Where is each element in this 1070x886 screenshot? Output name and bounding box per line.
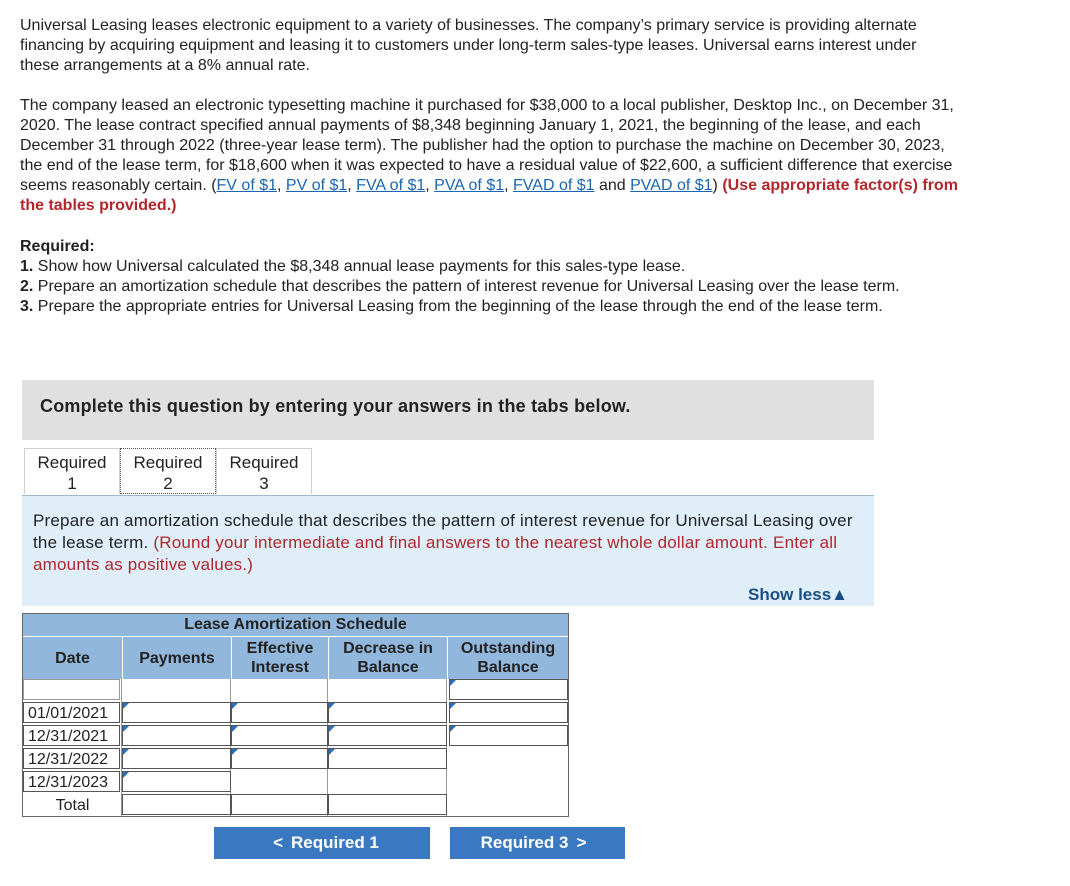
- chevron-right-icon: >: [576, 833, 587, 852]
- separator: ,: [504, 177, 514, 194]
- decrease-in-balance-total-input[interactable]: [328, 794, 447, 815]
- triangle-up-icon: ▲: [831, 585, 848, 604]
- problem-paragraph-2-text: The company leased an electronic typesetting machine it purchased for $38,000 to a local publisher, Desktop Inc., on December 31, 2020. The lease contract specified annual payments of $8,348 beginning January 1, 2021, the beginning of the lease, and each December 31 through 2022 (three-year lease term). The publisher had the option to purchase the machine on December 30, 2023, the end of the lease term, for $18,600 when it was expected to have a residual value of $22,600, a sufficient difference that exercise seems reasonably certain. (: [20, 97, 954, 194]
- column-header-label: Balance: [357, 659, 419, 676]
- column-header-label: Balance: [477, 659, 539, 676]
- table-row-beginning: [23, 679, 568, 702]
- required-heading: Required:: [20, 238, 95, 255]
- required-item-2: [20, 277, 960, 297]
- effective-interest-input-2[interactable]: [231, 725, 328, 746]
- banner-text: Complete this question by entering your answers in the tabs below.: [40, 396, 631, 416]
- required-item-text: Prepare an amortization schedule that describes the pattern of interest revenue for Universal Leasing over the lease term.: [33, 278, 900, 295]
- required-item-text: Show how Universal calculated the $8,348 annual lease payments for this sales-type lease.: [33, 258, 686, 275]
- tab-required-3[interactable]: [216, 448, 312, 494]
- payments-input-1[interactable]: [122, 702, 231, 723]
- required-item-number: 2.: [20, 278, 34, 295]
- amortization-table: [22, 613, 569, 817]
- table-row: [23, 748, 568, 771]
- tab-number: 2: [163, 474, 173, 493]
- date-cell-blank: [23, 679, 120, 700]
- tab-required-2[interactable]: [120, 448, 216, 494]
- column-header-decrease-in-balance: [328, 636, 447, 679]
- next-required-3-button[interactable]: [450, 827, 625, 859]
- column-header-label: Decrease in: [343, 640, 433, 657]
- column-header-label: Outstanding: [460, 640, 556, 657]
- column-header-payments: [122, 636, 231, 679]
- problem-paragraph-2: [20, 96, 960, 216]
- separator: ): [712, 177, 723, 194]
- date-cell: 01/01/2021: [23, 702, 120, 723]
- table-title: Lease Amortization Schedule: [184, 616, 407, 633]
- column-header-outstanding-balance: [447, 636, 568, 679]
- fv-of-1-link[interactable]: FV of $1: [216, 177, 278, 194]
- effective-interest-total-input[interactable]: [231, 794, 328, 815]
- outstanding-balance-input-beginning[interactable]: [449, 679, 568, 700]
- panel-instruction-text: Prepare an amortization schedule that describes the pattern of interest revenue for Universal Leasing over the lease term.: [33, 511, 853, 552]
- decrease-in-balance-input-3[interactable]: [328, 748, 447, 769]
- effective-interest-input-3[interactable]: [231, 748, 328, 769]
- separator: ,: [277, 177, 286, 194]
- payments-total-input[interactable]: [122, 794, 231, 815]
- table-row: [23, 702, 568, 725]
- table-row: [23, 771, 568, 794]
- tab-number: 3: [259, 474, 269, 493]
- required-section: [20, 237, 960, 317]
- table-row: [23, 725, 568, 748]
- fva-of-1-link[interactable]: FVA of $1: [356, 177, 426, 194]
- problem-paragraph-1: Universal Leasing leases electronic equipment to a variety of businesses. The company’s primary service is providing alternate financing by acquiring equipment and leasing it to customers under long-term sales-type leases. Universal earns interest under these arrangements at a 8% annual rate.: [20, 17, 917, 74]
- show-less-link[interactable]: [748, 585, 848, 605]
- show-less-label: Show less: [748, 585, 832, 604]
- column-header-effective-interest: [231, 636, 328, 679]
- tables-instruction: (Use appropriate factor(s) from the tables provided.): [20, 177, 958, 214]
- required-item-number: 3.: [20, 298, 34, 315]
- pvad-of-1-link[interactable]: PVAD of $1: [630, 177, 713, 194]
- decrease-in-balance-input-1[interactable]: [328, 702, 447, 723]
- previous-required-1-button[interactable]: [214, 827, 430, 859]
- effective-interest-input-1[interactable]: [231, 702, 328, 723]
- tab-label: Required: [37, 453, 107, 472]
- fvad-of-1-link[interactable]: FVAD of $1: [513, 177, 595, 194]
- pv-of-1-link[interactable]: PV of $1: [285, 177, 348, 194]
- table-header: [23, 614, 568, 679]
- date-cell: 12/31/2023: [23, 771, 120, 792]
- tab-label: Required: [229, 453, 299, 472]
- rounding-note: (Round your intermediate and final answers to the nearest whole dollar amount. Enter all amounts as positive values.): [33, 533, 838, 574]
- outstanding-balance-input-1[interactable]: [449, 702, 568, 723]
- instructions-banner: [22, 380, 874, 440]
- tab-label: Required: [133, 453, 203, 472]
- table-row-total: [23, 794, 568, 817]
- payments-input-3[interactable]: [122, 748, 231, 769]
- column-header-label: Effective: [246, 640, 314, 657]
- date-cell: 12/31/2021: [23, 725, 120, 746]
- required-item-text: Prepare the appropriate entries for Universal Leasing from the beginning of the lease through the end of the lease term.: [33, 298, 883, 315]
- button-label: Required 1: [291, 833, 379, 852]
- panel-instruction: [33, 510, 863, 576]
- decrease-in-balance-input-2[interactable]: [328, 725, 447, 746]
- separator: ,: [347, 177, 357, 194]
- date-cell: 12/31/2022: [23, 748, 120, 769]
- column-header-date: [23, 636, 122, 679]
- total-label: Total: [55, 797, 90, 814]
- pva-of-1-link[interactable]: PVA of $1: [434, 177, 505, 194]
- required-item-1: [20, 257, 960, 277]
- required-item-number: 1.: [20, 258, 34, 275]
- separator: and: [594, 177, 631, 194]
- button-label: Required 3: [480, 833, 569, 852]
- tab-content-panel: [22, 495, 874, 606]
- outstanding-balance-input-2[interactable]: [449, 725, 568, 746]
- chevron-left-icon: <: [273, 833, 284, 852]
- tab-required-1[interactable]: [24, 448, 120, 494]
- column-header-label: Payments: [139, 649, 215, 667]
- required-item-3: [20, 297, 960, 317]
- payments-input-2[interactable]: [122, 725, 231, 746]
- payments-input-4[interactable]: [122, 771, 231, 792]
- tab-number: 1: [67, 474, 77, 493]
- separator: ,: [425, 177, 435, 194]
- column-header-label: Interest: [251, 659, 309, 676]
- column-header-label: Date: [55, 649, 90, 667]
